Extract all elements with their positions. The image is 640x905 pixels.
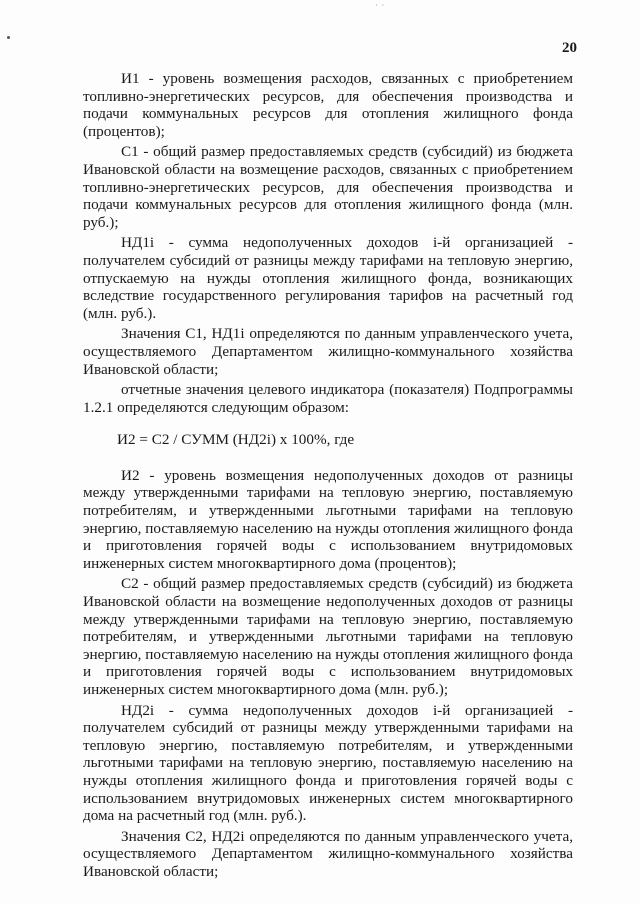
paragraph-nd2i-definition: НД2i - сумма недополученных доходов i-й организацией - получателем субсидий от разницы между утвержденными тарифами на тепловую энергию, поставляемую потребителям, и утвержденными льготными тарифами на тепловую энергию, поставляемую населению на нужды отопления жилищного фонда и приготовления горячей воды с использованием внутридомовых инженерных систем многоквартирного дома на расчетный год (млн. руб.).: [83, 701, 573, 825]
paragraph-i1-definition: И1 - уровень возмещения расходов, связанных с приобретением топливно-энергетических ресурсов, для обеспечения производства и подачи коммунальных ресурсов для отопления жилищного фонда (процентов);: [83, 70, 573, 140]
paragraph-c1-nd1i-source: Значения С1, НД1i определяются по данным управленческого учета, осуществляемого Департаментом жилищно-коммунального хозяйства Ивановской области;: [83, 325, 573, 378]
document-body: [83, 70, 573, 884]
paragraph-i2-definition: И2 - уровень возмещения недополученных доходов от разницы между утвержденными тарифами на тепловую энергию, поставляемую потребителям, и утвержденными льготными тарифами на тепловую энергию, поставляемую населению на нужды отопления жилищного фонда и приготовления горячей воды с использованием внутридомовых инженерных систем многоквартирного дома (процентов);: [83, 466, 573, 572]
paragraph-indicator-intro: отчетные значения целевого индикатора (показателя) Подпрограммы 1.2.1 определяются следующим образом:: [83, 381, 573, 416]
paragraph-c1-definition: С1 - общий размер предоставляемых средств (субсидий) из бюджета Ивановской области на возмещение расходов, связанных с приобретением топливно-энергетических ресурсов, для обеспечения производства и подачи коммунальных ресурсов для отопления жилищного фонда (млн. руб.);: [83, 143, 573, 231]
paragraph-nd1i-definition: НД1i - сумма недополученных доходов i-й организацией - получателем субсидий от разницы между тарифами на тепловую энергию, отпускаемую на нужды отопления жилищного фонда, возникающих вследствие государственного регулирования тарифов на расчетный год (млн. руб.).: [83, 234, 573, 322]
paragraph-c2-nd2i-source: Значения С2, НД2i определяются по данным управленческого учета, осуществляемого Департаментом жилищно-коммунального хозяйства Ивановской области;: [83, 827, 573, 880]
scan-speck: [7, 36, 10, 39]
paragraph-c2-definition: С2 - общий размер предоставляемых средств (субсидий) из бюджета Ивановской области на возмещение недополученных доходов от разницы между утвержденными тарифами на тепловую энергию, поставляемую потребителям, и утвержденными льготными тарифами на тепловую энергию, поставляемую населению на нужды отопления жилищного фонда и приготовления горячей воды с использованием внутридомовых инженерных систем многоквартирного дома (млн. руб.);: [83, 575, 573, 698]
formula-i2: И2 = С2 / СУММ (НД2i) х 100%, где: [117, 431, 355, 449]
scan-artifact: · ·: [375, 1, 386, 10]
page-number: 20: [562, 40, 577, 56]
